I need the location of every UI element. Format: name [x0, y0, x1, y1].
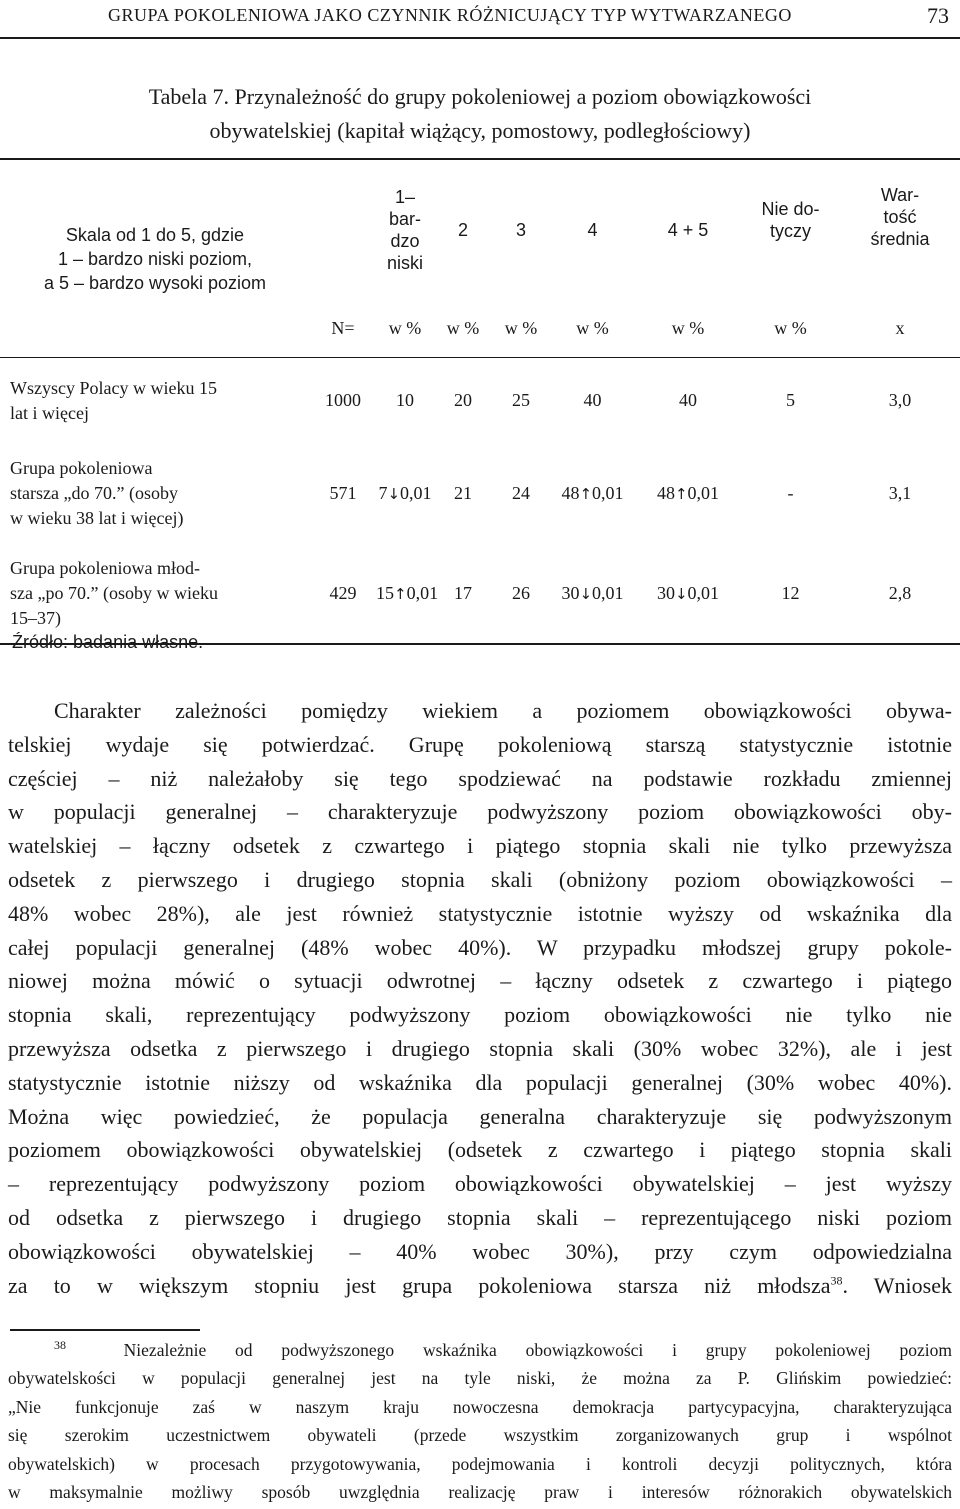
table-caption — [0, 80, 960, 148]
cell-3: 26 — [492, 544, 550, 644]
cell-2: 21 — [454, 483, 472, 503]
footnote-rule — [10, 1329, 200, 1331]
header-rule — [0, 37, 960, 39]
cell-avg: 2,8 — [840, 544, 960, 644]
body-line: odsetek z pierwszego i drugiego stopnia skali (obniżony poziom obowiązkowości – — [8, 866, 952, 892]
body-line: obowiązkowości obywatelskiej – 40% wobec 30%), przy czym odpowiedzialna — [8, 1238, 952, 1264]
cell-2: 20 — [454, 390, 472, 411]
running-title: GRUPA POKOLENIOWA JAKO CZYNNIK RÓŻNICUJĄCY TYP WYTWARZANEGO — [108, 5, 792, 25]
col-45-header: 4 + 5 — [667, 219, 709, 240]
footnote-line: obywatelskich) w procesach przygotowywania, podejmowania i kontroli decyzji politycznych, która — [8, 1453, 952, 1474]
unit-4: w % — [550, 299, 635, 358]
unit-45: w % — [635, 299, 741, 358]
table-row — [0, 358, 960, 444]
cell-nd: - — [787, 483, 794, 503]
cell-nd: 5 — [786, 390, 795, 411]
average-header: War- tość średnia — [870, 185, 930, 249]
body-line: Można więc powiedzieć, że populacja generalna charakteryzuje się podwyższonym — [8, 1103, 952, 1129]
cell-n: 1000 — [325, 390, 361, 411]
cell-1: 10 — [396, 390, 414, 411]
body-line: w populacji generalnej – charakteryzuje podwyższony poziom obowiązkowości oby- — [8, 799, 952, 825]
cell-4: 30↓0,01 — [550, 544, 635, 644]
body-line: 48% wobec 28%), ale jest również statystycznie istotnie wyższy od wskaźnika dla — [8, 900, 952, 926]
body-line: częściej – niż należałoby się tego spodziewać na podstawie rozkładu zmiennej — [8, 765, 952, 791]
unit-3: w % — [492, 299, 550, 358]
body-line: całej populacji generalnej (48% wobec 40%). W przypadku młodszej grupy pokole- — [8, 934, 952, 960]
body-line: stopnia skali, reprezentujący podwyższony poziom obowiązkowości nie tylko nie — [8, 1002, 952, 1028]
cell-4: 40 — [583, 390, 602, 411]
footnote-line: $^{38}$ Niezależnie od podwyższonego wskaźnika obowiązkowości i grupy pokoleniowej poziom — [54, 1338, 952, 1360]
header-row — [0, 159, 960, 299]
body-line: statystycznie istotnie niższy od wskaźnika dla populacji generalnej (30% wobec 40%). — [8, 1069, 952, 1095]
table-row — [0, 444, 960, 544]
footnote-marker: 38 — [54, 1338, 66, 1353]
unit-2: w % — [434, 299, 492, 358]
footnote-ref: 38 — [830, 1273, 843, 1288]
unit-nd: w % — [741, 299, 840, 358]
n-header — [310, 159, 376, 299]
footnote-line: w maksymalnie możliwy sposób uwzględnia realizację praw i interesów różnorakich obywatelskich — [8, 1481, 952, 1502]
body-line: niowej można mówić o sytuacji odwrotnej – łączny odsetek z czwartego i piątego — [8, 968, 952, 994]
cell-4: 48↑0,01 — [561, 483, 624, 503]
body-line: przewyższa odsetka z pierwszego i drugiego stopnia skali (30% wobec 32%), ale i jest — [8, 1035, 952, 1061]
body-line-last: za to w większym stopniu jest grupa pokoleniowa starsza niż młodsza$^{38}$. Wniosek — [8, 1272, 952, 1298]
caption-line-2: obywatelskiej (kapitał wiążący, pomostowy, podległościowy) — [209, 118, 751, 143]
body-line: Charakter zależności pomiędzy wiekiem a poziomem obowiązkowości obywa- — [54, 698, 952, 723]
col-1-header: 1– bar- dzo niski — [386, 186, 423, 273]
table-row — [0, 544, 960, 644]
body-line: – reprezentujący podwyższony poziom obowiązkowości obywatelskiej – jest wyższy — [8, 1171, 952, 1197]
col-3-header: 3 — [515, 219, 526, 240]
body-paragraph — [8, 694, 952, 1302]
results-table — [0, 158, 960, 645]
cell-3: 24 — [512, 483, 530, 503]
col-2-header: 2 — [457, 219, 468, 240]
cell-1: 15↑0,01 — [376, 544, 434, 644]
unit-n: N= — [310, 299, 376, 358]
unit-avg: x — [840, 299, 960, 358]
cell-45: 30↓0,01 — [635, 544, 741, 644]
row-label: Wszyscy Polacy w wieku 15 lat i więcej — [10, 377, 217, 423]
body-line: od odsetka z pierwszego i drugiego stopnia skali – reprezentującego niski poziom — [8, 1204, 952, 1230]
cell-45: 40 — [679, 390, 697, 411]
footnote-line: się szerokim uczestnictwem obywateli (przede wszystkim zorganizowanych grup i wspólnot — [8, 1425, 952, 1446]
unit-1: w % — [376, 299, 434, 358]
cell-n: 429 — [310, 544, 376, 644]
cell-avg: 3,0 — [888, 390, 912, 411]
row-label: Grupa pokoleniowa młod- sza „po 70.” (osoby w wieku 15–37) — [0, 544, 310, 644]
cell-3: 25 — [512, 390, 530, 411]
row-label: Grupa pokoleniowa starsza „do 70.” (osoby w wieku 38 lat i więcej) — [10, 458, 184, 528]
not-applicable-header: Nie do- tyczy — [761, 199, 820, 241]
cell-1: 7↓0,01 — [378, 483, 432, 503]
footnote — [8, 1336, 952, 1506]
col-4-header: 4 — [587, 219, 598, 240]
cell-nd: 12 — [741, 544, 840, 644]
body-line: watelskiej – łączny odsetek z czwartego i piątego stopnia skali nie tylko przewyższa — [8, 833, 952, 859]
running-header — [0, 0, 960, 34]
cell-2: 17 — [434, 544, 492, 644]
table-source: Źródło: badania własne. — [12, 632, 204, 652]
scale-header: Skala od 1 do 5, gdzie 1 – bardzo niski poziom, a 5 – bardzo wysoki poziom — [0, 159, 310, 358]
page-number: 73 — [927, 3, 949, 28]
cell-avg: 3,1 — [888, 483, 912, 503]
cell-n: 571 — [329, 483, 357, 503]
footnote-line: „Nie funkcjonuje zaś w naszym kraju nowoczesna demokracja partycypacyjna, charakteryzująca — [8, 1396, 952, 1417]
body-line: poziomem obowiązkowości obywatelskiej (odsetek z czwartego i piątego stopnia skali — [8, 1137, 952, 1163]
caption-line-1: Tabela 7. Przynależność do grupy pokoleniowej a poziom obowiązkowości — [148, 84, 812, 109]
footnote-line: obywatelskości w populacji generalnej jest na tyle niski, że można za P. Glińskim powiedzieć: — [8, 1368, 952, 1389]
body-line: telskiej wydaje się potwierdzać. Grupę pokoleniową starszą statystycznie istotnie — [8, 731, 952, 757]
cell-45: 48↑0,01 — [656, 483, 720, 503]
